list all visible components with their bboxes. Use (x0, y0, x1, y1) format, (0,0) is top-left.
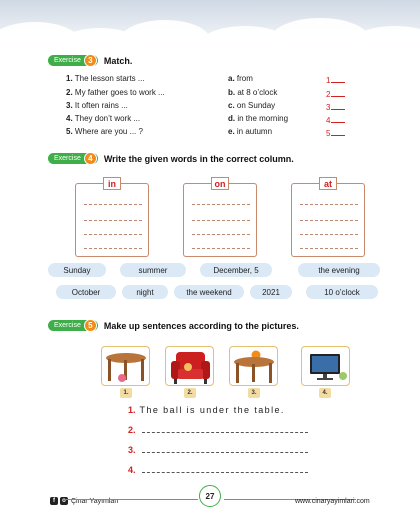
answer-blank-1[interactable]: 1 (326, 76, 345, 85)
publisher-name: Çinar Yayımları (71, 498, 119, 505)
exercise-badge: Exercise 4 (48, 153, 98, 164)
picture-4 (301, 346, 350, 386)
match-left-5: 5. Where are you ... ? (66, 127, 143, 136)
word-chip[interactable]: summer (120, 263, 186, 277)
exercise-3-header (48, 55, 132, 66)
exercise-5-header (48, 320, 299, 331)
page-number: 27 (199, 485, 221, 507)
picture-3 (229, 346, 278, 386)
answer-blank-5[interactable]: 5 (326, 129, 345, 138)
match-left-2: 2. My father goes to work ... (66, 88, 165, 97)
word-chip[interactable]: October (56, 285, 116, 299)
word-chip[interactable]: night (122, 285, 168, 299)
match-right-c: c. on Sunday (228, 101, 276, 110)
exercise-number: 4 (84, 152, 97, 165)
column-in-box[interactable] (75, 183, 149, 257)
cloud-header (0, 0, 420, 52)
picture-3-number: 3. (248, 388, 260, 398)
match-right-d: d. in the morning (228, 114, 289, 123)
column-at-label: at (319, 177, 337, 190)
word-chip[interactable]: 2021 (250, 285, 292, 299)
sentence-3-blank[interactable]: 3. (128, 445, 308, 455)
exercise-title: Write the given words in the correct column. (103, 153, 294, 164)
picture-1-number: 1. (120, 388, 132, 398)
word-chip[interactable]: the evening (298, 263, 380, 277)
picture-4-number: 4. (319, 388, 331, 398)
exercise-title: Match. (103, 55, 133, 66)
exercise-badge: Exercise 5 (48, 320, 98, 331)
exercise-number: 5 (84, 319, 97, 332)
exercise-title: Make up sentences according to the pictures. (103, 320, 299, 331)
facebook-icon: f (50, 497, 58, 505)
exercise-4-header (48, 153, 294, 164)
match-right-b: b. at 8 o’clock (228, 88, 278, 97)
picture-1 (101, 346, 150, 386)
answer-blank-3[interactable]: 3 (326, 103, 345, 112)
column-on-label: on (211, 177, 229, 190)
table-with-ball-icon (102, 347, 151, 387)
match-right-e: e. in autumn (228, 127, 273, 136)
column-on-box[interactable] (183, 183, 257, 257)
match-left-3: 3. It often rains ... (66, 101, 128, 110)
exercise-badge: Exercise 3 (48, 55, 98, 66)
word-chip[interactable]: 10 o’clock (306, 285, 378, 299)
match-left-1: 1. The lesson starts ... (66, 74, 145, 83)
column-at-box[interactable] (291, 183, 365, 257)
match-left-4: 4. They don’t work ... (66, 114, 141, 123)
word-chip[interactable]: Sunday (48, 263, 106, 277)
answer-blank-4[interactable]: 4 (326, 116, 345, 125)
exercise-number: 3 (84, 54, 97, 67)
picture-2-number: 2. (184, 388, 196, 398)
match-right-a: a. from (228, 74, 253, 83)
column-in-label: in (103, 177, 121, 190)
armchair-with-ball-icon (166, 347, 215, 387)
website: www.cinaryayimlari.com (295, 498, 370, 505)
picture-2 (165, 346, 214, 386)
sentence-2-blank[interactable]: 2. (128, 425, 308, 435)
word-chip[interactable]: December, 5 (200, 263, 272, 277)
tv-with-ball-icon (302, 347, 351, 387)
sentence-1: 1. The ball is under the table. (128, 405, 285, 415)
sentence-4-blank[interactable]: 4. (128, 465, 308, 475)
footer-divider-left (66, 499, 198, 500)
answer-blank-2[interactable]: 2 (326, 90, 345, 99)
word-chip[interactable]: the weekend (174, 285, 244, 299)
instagram-icon: o (60, 497, 68, 505)
table-with-ball-icon (230, 347, 279, 387)
